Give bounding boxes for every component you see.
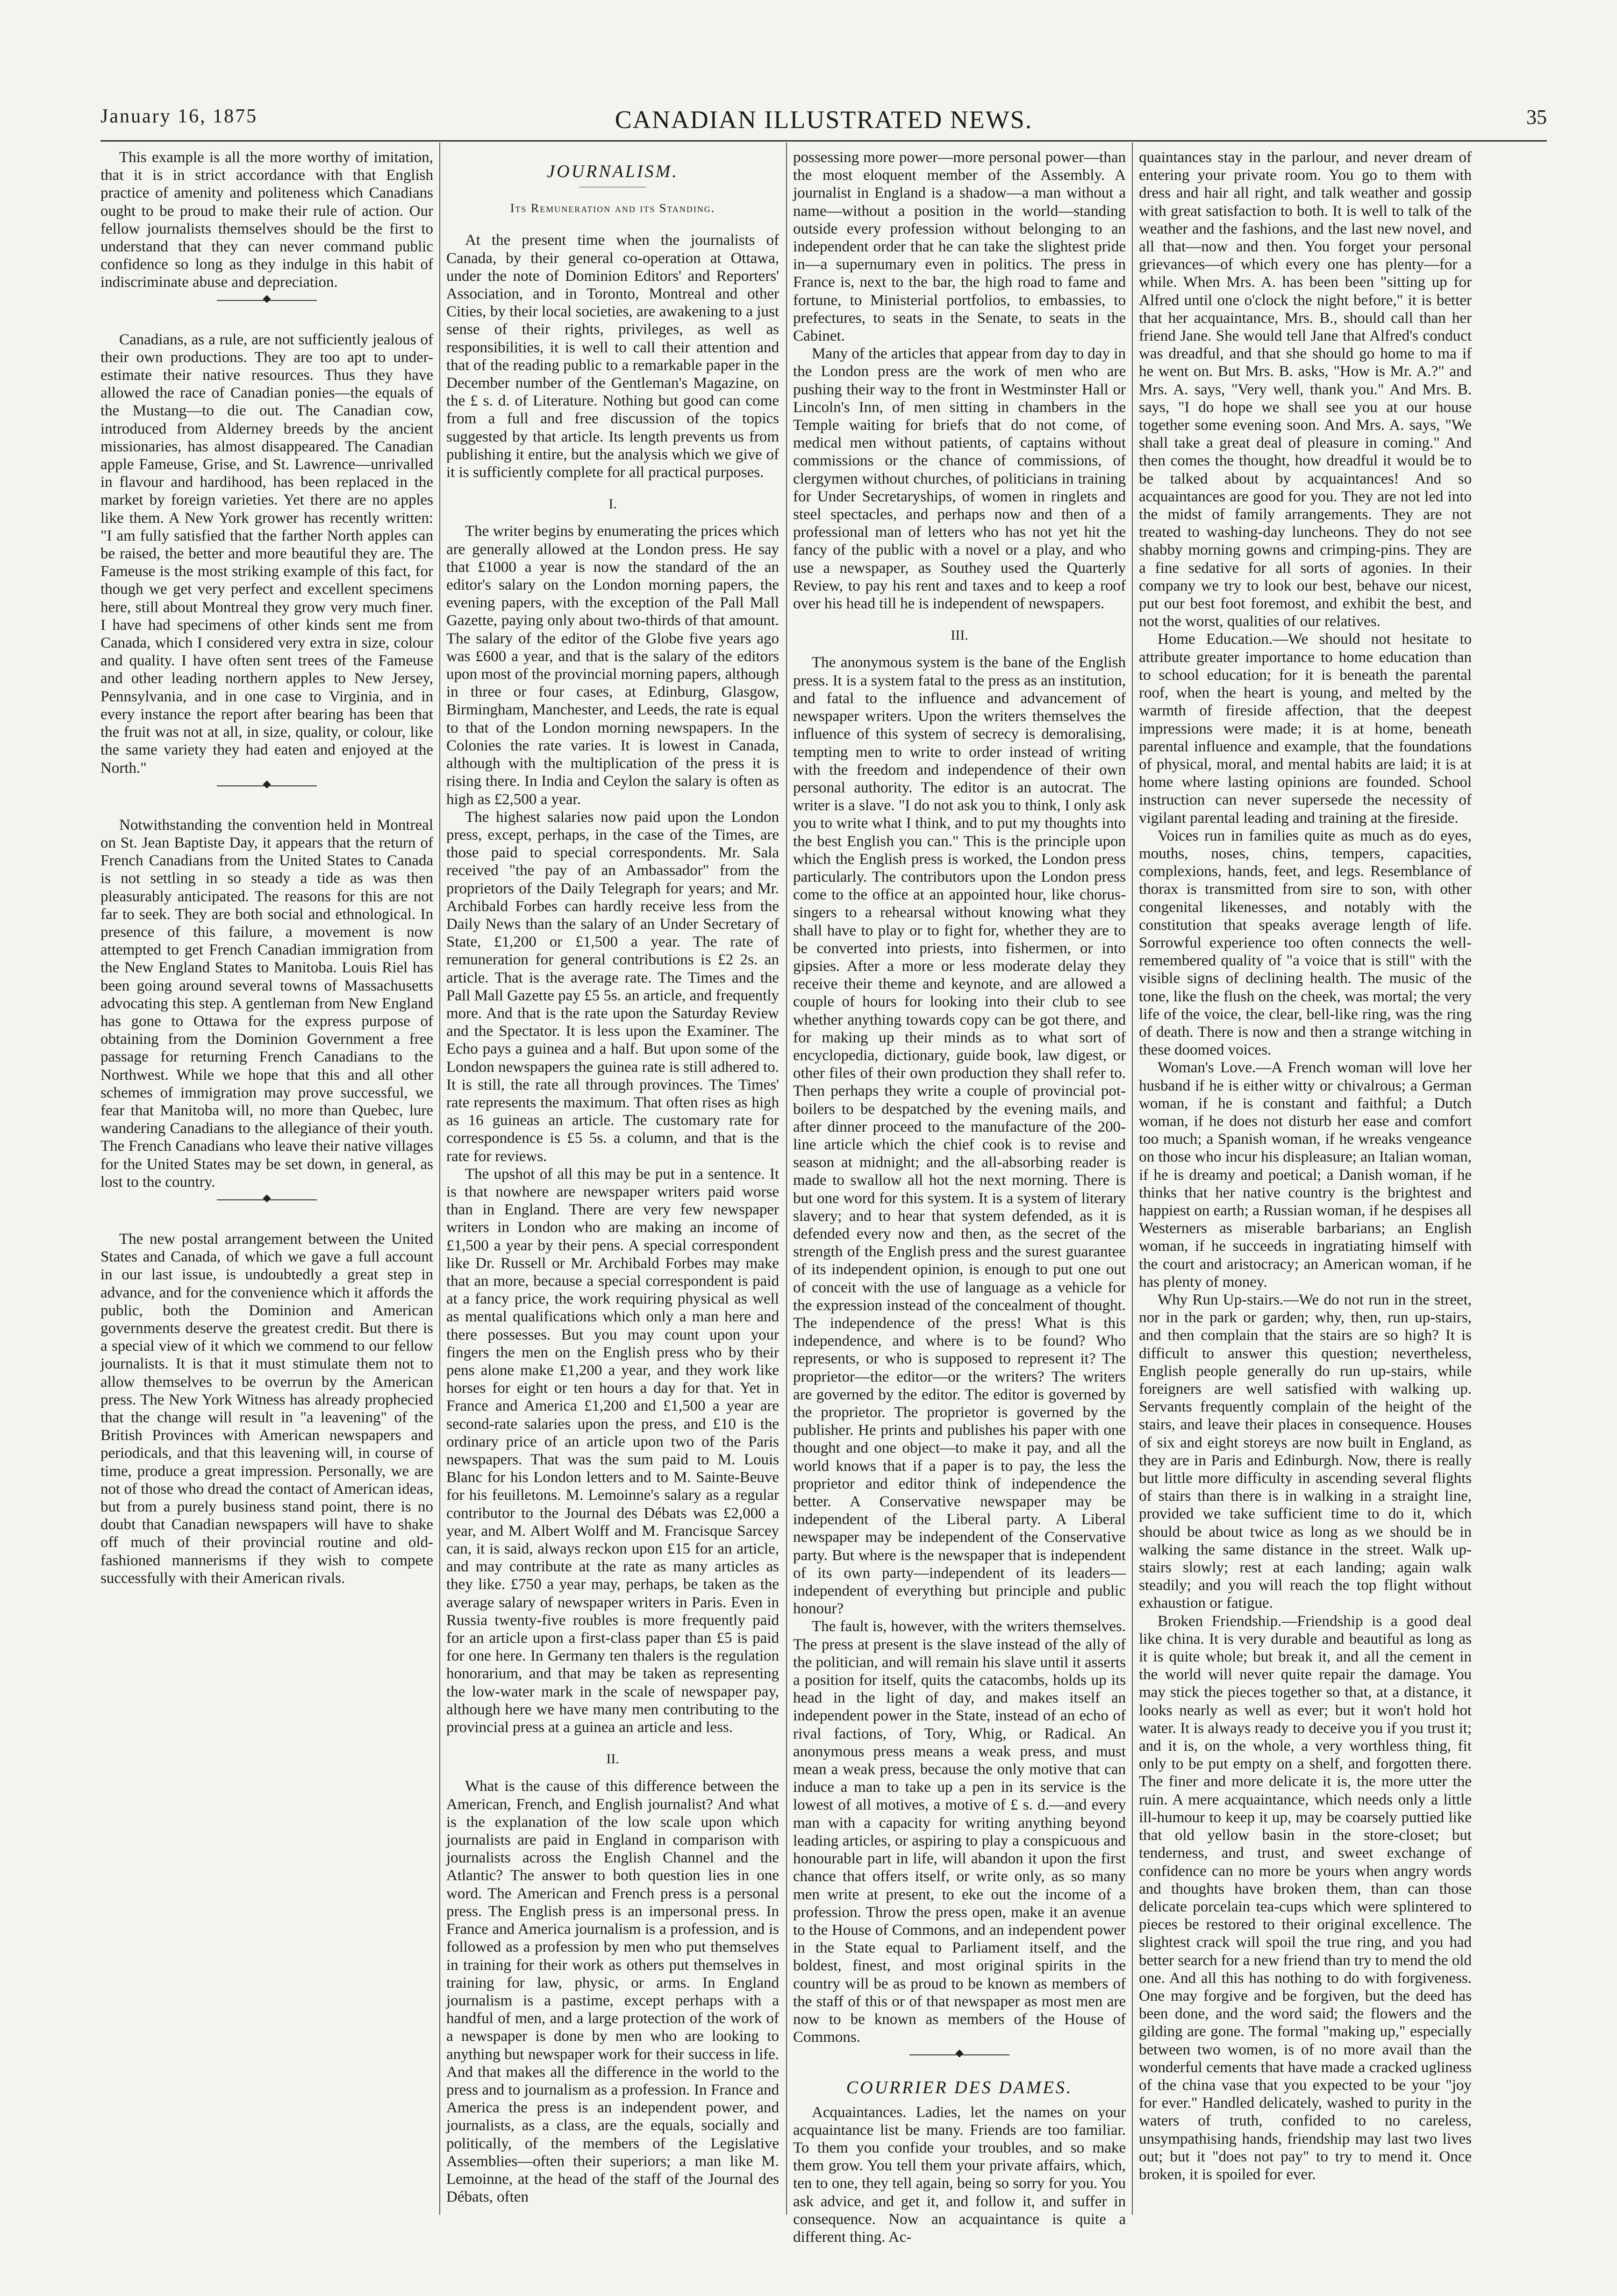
column-rule [439, 143, 440, 2215]
section-ornament [100, 292, 433, 310]
paragraph: Acquaintances. Ladies, let the names on your acquaintance list be many. Friends are too familiar. To them you confide your troubles, and so make them grow. You tell them your private affairs, which, ten to one, they tell again, being so sorry for you. You ask advice, and get it, and follow it, and suffer in consequence. Now an acquaintance is quite a different thing. Ac- [793, 2103, 1126, 2246]
article-title: COURRIER DES DAMES. [846, 2078, 1073, 2098]
column-4 [1139, 149, 1472, 2214]
page-number: 35 [1526, 106, 1547, 128]
section-ornament [100, 777, 433, 796]
header-rule [100, 140, 1547, 142]
column-2 [446, 149, 779, 2214]
masthead-title: CANADIAN ILLUSTRATED NEWS. [615, 106, 1033, 134]
paragraph: What is the cause of this difference between the American, French, and English journalist? And what is the explanation of the low scale upon which journalists are paid in England in comparison with journalists across the English Channel and the Atlantic? The answer to both question lies in one word. The American and French press is a personal press. The English press is an impersonal press. In France and America journalism is a profession, and is followed as a profession by men who put themselves in training for their work as others put themselves in training for law, physic, or arms. In England journalism is a pastime, except perhaps with a handful of men, and a large protection of the work of a newspaper is done by men who are looking to anything but newspaper work for their success in life. And that makes all the difference in the world to the press and to journalism as a profession. In France and America the press is an independent power, and journalists, as a class, are the equals, socially and politically, of the members of the Legislative Assemblies—often their superiors; a man like M. Lemoinne, at the head of the staff of the Journal des Débats, often [446, 1778, 779, 2206]
section-numeral: II. [606, 1751, 619, 1767]
paragraph: The fault is, however, with the writers themselves. The press at present is the slave instead of the ally of the politician, and will remain his slave until it asserts a position for itself, quits the catacombs, holds up its head in the light of day, and makes itself an independent power in the State, instead of an echo of rival factions, of Tory, Whig, or Radical. An anonymous press means a weak press, and must mean a weak press, because the only motive that can induce a man to take up a pen in its service is the lowest of all motives, a motive of £ s. d.—and every man with a capacity for writing anything beyond leading articles, or aspiring to play a conspicuous and honourable part in life, will abandon it upon the first chance that offers itself, or write only, as so many men write at present, to eke out the income of a profession. Throw the press open, make it an avenue to the House of Commons, and an independent power in the State equal to Parliament itself, and the boldest, finest, and most original spirits in the country will be as proud to be known as members of the staff of this or of that newspaper as most men are now to be known as members of the House of Commons. [793, 1618, 1126, 2046]
paragraph: Woman's Love.—A French woman will love her husband if he is either witty or chivalrous; a German woman, if he is constant and faithful; a Dutch woman, if he does not disturb her ease and comfort too much; a Spanish woman, if he wreaks vengeance on those who incur his displeasure; an Italian woman, if he is dreamy and poetical; a Danish woman, if he thinks that her native country is the brightest and happiest on earth; a Russian woman, if he despises all Westerners as miserable barbarians; an English woman, if he succeeds in ingratiating himself with the court and aristocracy; an American woman, if he has plenty of money. [1139, 1059, 1472, 1291]
section-ornament [100, 1191, 433, 1210]
column-rule [1132, 143, 1133, 2215]
column-rule [786, 143, 787, 2215]
section-ornament [793, 2046, 1126, 2065]
paragraph: The writer begins by enumerating the prices which are generally allowed at the London press. He say that £1000 a year is now the standard of the an editor's salary on the London morning papers, the evening papers, with the exception of the Pall Mall Gazette, paying only about two-thirds of that amount. The salary of the editor of the Globe five years ago was £600 a year, and that is the salary of the editors upon most of the provincial morning papers, although in three or four cases, at Edinburg, Glasgow, Birmingham, Manchester, and Leeds, the rate is equal to that of the London morning newspapers. In the Colonies the rate varies. It is lowest in Canada, although with the multiplication of the press it is rising there. In India and Ceylon the salary is often as high as £2,500 a year. [446, 523, 779, 808]
paragraph: Notwithstanding the convention held in Montreal on St. Jean Baptiste Day, it appears that the return of French Canadians from the United States to Canada is not settling in so steady a tide as was then pleasurably anticipated. The reasons for this are not far to seek. They are both social and ethnological. In presence of this failure, a movement is now attempted to get French Canadian immigration from the New England States to Manitoba. Louis Riel has been going around several towns of Massachusetts advocating this step. A gentleman from New England has gone to Ottawa for the express purpose of obtaining from the Dominion Government a free passage for returning French Canadians to the Northwest. While we hope that this and all other schemes of immigration may prove successful, we fear that Manitoba will, no more than Quebec, lure wandering Canadians to the allegiance of their youth. The French Canadians who leave their native villages for the United States may be set down, in general, as lost to the country. [100, 816, 433, 1191]
paragraph: Canadians, as a rule, are not sufficiently jealous of their own productions. They are too apt to under-estimate their native resources. Thus they have allowed the race of Canadian ponies—the equals of the Mustang—to die out. The Canadian cow, introduced from Alderney breeds by the ancient missionaries, has almost disappeared. The Canadian apple Fameuse, Grise, and St. Lawrence—unrivalled in flavour and hardihood, has been replaced in the market by foreign varieties. Yet there are no apples like them. A New York grower has recently written: "I am fully satisfied that the farther North apples can be raised, the better and more beautiful they are. The Fameuse is the most striking example of this fact, for though we get very perfect and excellent specimens here, still about Montreal they grow very much finer. I have had specimens of other kinds sent me from Canada, which I considered very extra in size, colour and quality. I have often sent trees of the Fameuse and other leading northern apples to New Jersey, Pennsylvania, and in one case to Virginia, and in every instance the report after bearing has been that the fruit was not at all, in size, quality, or colour, like the same variety they had eaten and enjoyed at the North." [100, 331, 433, 777]
page-header [100, 105, 1547, 133]
paragraph: Home Education.—We should not hesitate to attribute greater importance to home education than to school education; for it is beneath the parental roof, when the heart is young, and melted by the warmth of fireside affection, that the deepest impressions were made; it is at home, beneath parental influence and example, that the foundations of physical, moral, and mental habits are laid; it is at home where lasting opinions are founded. School instruction can never supersede the necessity of vigilant parental leading and training at the fireside. [1139, 631, 1472, 827]
column-1 [100, 149, 433, 2214]
paragraph: The new postal arrangement between the United States and Canada, of which we gave a full account in our last issue, is undoubtedly a great step in advance, and for the convenience which it affords the public, both the Dominion and American governments deserve the greatest credit. But there is a special view of it which we commend to our fellow journalists. It is that it must stimulate them not to allow themselves to be overrun by the American press. The New York Witness has already prophecied that the change will result in "a leavening" of the British Provinces with American newspapers and periodicals, and that this leavening will, in course of time, produce a great impression. Personally, we are not of those who dread the contact of American ideas, but from a purely business stand point, there is no doubt that Canadian newspapers will have to shake off much of their provincial routine and old-fashioned mannerisms if they wish to compete successfully with their American rivals. [100, 1230, 433, 1587]
paragraph: possessing more power—more personal power—than the most eloquent member of the Assembly. A journalist in England is a shadow—a man without a name—without a position in the world—standing outside every profession without belonging to an independent order that he can take the slightest pride in—a supernumary even in politics. The press in France is, next to the bar, the high road to fame and fortune, to Ministerial portfolios, to embassies, to prefectures, to seats in the Senate, to seats in the Cabinet. [793, 149, 1126, 345]
article-subtitle: Its Remuneration and its Standing. [510, 201, 715, 215]
section-numeral: I. [608, 496, 617, 512]
paragraph: The upshot of all this may be put in a sentence. It is that nowhere are newspaper writers paid worse than in England. There are very few newspaper writers in London who are making an income of £1,500 a year by their pens. A special correspondent like Dr. Russell or Mr. Archibald Forbes may make that an more, because a special correspondent is paid at a fancy price, the work requiring physical as well as mental qualifications which only a man here and there possesses. But you may count upon your fingers the men on the English press who by their pens alone make £1,200 a year, and they work like horses for eight or ten hours a day for that. Yet in France and America £1,200 and £1,500 a year are second-rate salaries upon the press, and £10 is the ordinary price of an article upon two of the Paris newspapers. That was the sum paid to M. Louis Blanc for his London letters and to M. Sainte-Beuve for his feuilletons. M. Lemoinne's salary as a regular contributor to the Journal des Débats was £2,000 a year, and M. Albert Wolff and M. Francisque Sarcey can, it is said, always reckon upon £15 for an article, and may contribute at the rate as many articles as they like. £750 a year may, perhaps, be taken as the average salary of newspaper writers in Paris. Even in Russia twenty-five roubles is more frequently paid for an article upon a first-class paper than £5 is paid for one here. In Germany ten thalers is the regulation honorarium, and that may be taken as representing the low-water mark in the scale of newspaper pay, although here we have many men contributing to the provincial press at a guinea an article and less. [446, 1165, 779, 1736]
paragraph: Voices run in families quite as much as do eyes, mouths, noses, chins, tempers, capacities, complexions, hands, feet, and legs. Resemblance of thorax is transmitted from sire to son, with other congenital likenesses, and notably with the constitution that speaks average length of life. Sorrowful experience too often connects the well-remembered quality of "a voice that is still" with the visible signs of declining health. The music of the tone, like the flush on the cheek, was mortal; the very life of the voice, the clear, bell-like ring, was the ring of death. There is now and then a strange witching in these doomed voices. [1139, 827, 1472, 1059]
column-3 [793, 149, 1126, 2246]
paragraph: quaintances stay in the parlour, and never dream of entering your private room. You go to them with dress and hair all right, and talk weather and gossip with great satisfaction to both. It is well to talk of the weather and the fashions, and the last new novel, and all that—now and then. You forget your personal grievances—of which every one has plenty—for a while. When Mrs. A. has been been "sitting up for Alfred until one o'clock the night before," it is better that her acquaintance, Mrs. B., should call than her friend Jane. She would tell Jane that Alfred's conduct was dreadful, and that she should go home to ma if he went on. But Mrs. B. asks, "How is Mr. A.?" and Mrs. A. says, "Very well, thank you." And Mrs. B. says, "I do hope we shall see you at our house together some evening soon. And Mrs. A. says, "We shall take a great deal of pleasure in coming." And then comes the thought, how dreadful it would be to be talked about by acquaintances! And so acquaintances are good for you. They are not led into the midst of family arrangements. They are not treated to washing-day luncheons. They do not see shabby morning gowns and crimping-pins. They are a fine sedative for all sorts of agonies. In their company we try to look our best, behave our nicest, put our best foot foremost, and exhibit the best, and not the worst, qualities of our relatives. [1139, 149, 1472, 630]
issue-date: January 16, 1875 [100, 106, 258, 127]
article-title: JOURNALISM. [547, 162, 679, 181]
section-numeral: III. [951, 627, 968, 643]
paragraph: Why Run Up-stairs.—We do not run in the street, nor in the park or garden; why, then, run up-stairs, and then complain that the stairs are so high? It is difficult to answer this question; nevertheless, English people generally do run up-stairs, while foreigners are well satisfied with walking up. Servants frequently complain of the height of the stairs, and leave their places in consequence. Houses of six and eight storeys are now built in England, as they are in Paris and Edinburgh. Now, there is really but little more difficulty in ascending several flights of stairs than there is in walking in a straight line, provided we take sufficient time to do it, which should be about twice as long as we should be in walking the same distance in the street. Walk up-stairs slowly; rest at each landing; again walk steadily; and you will reach the top flight without exhaustion or fatigue. [1139, 1291, 1472, 1612]
paragraph: This example is all the more worthy of imitation, that it is in strict accordance with that English practice of amenity and politeness which Canadians ought to be proud to make their rule of action. Our fellow journalists themselves should be the first to understand that they can never command public confidence so long as they indulge in this habit of indiscriminate abuse and depreciation. [100, 149, 433, 291]
paragraph: At the present time when the journalists of Canada, by their general co-operation at Ottawa, under the note of Dominion Editors' and Reporters' Association, and in Toronto, Montreal and other Cities, by their local societies, are awakening to a just sense of their rights, privileges, as well as responsibilities, it is well to call their attention and that of the reading public to a remarkable paper in the December number of the Gentleman's Magazine, on the £ s. d. of Literature. Nothing but good can come from a full and free discussion of the topics suggested by that article. Its length prevents us from publishing it entire, but the analysis which we give of it is sufficiently complete for all practical purposes. [446, 232, 779, 481]
paragraph: The anonymous system is the bane of the English press. It is a system fatal to the press as an institution, and fatal to the influence and advancement of newspaper writers. Upon the writers themselves the influence of this system of secrecy is demoralising, tempting men to write to order instead of writing with the freedom and independence of their own personal authority. The editor is an autocrat. The writer is a slave. "I do not ask you to think, I only ask you to write what I think, and to put my thoughts into the best English you can." This is the principle upon which the English press is worked, the London press particularly. The contributors upon the London press come to the office at an appointed hour, like chorus-singers to a rehearsal without knowing what they shall have to play or to fight for, whether they are to be converted into priests, into fishermen, or into gipsies. After a more or less moderate delay they receive their theme and keynote, and are allowed a couple of hours for looking into their club to see whether anything towards copy can be got there, and for making up their minds as to what sort of encyclopedia, dictionary, guide book, law digest, or other files of their own production they shall refer to. Then perhaps they write a couple of provincial pot-boilers to be despatched by the evening mails, and after dinner proceed to the manufacture of the 200-line article which the chief cook is to revise and season at midnight; and the all-absorbing reader is made to swallow all hot the next morning. There is but one word for this system. It is a system of literary slavery; and to hear that system defended, as it is defended every now and then, as the secret of the strength of the English press and the surest guarantee of its independent opinion, is enough to put one out of conceit with the use of language as a vehicle for the expression instead of the concealment of thought. The independence of the press! What is this independence, and where is to be found? Who represents, or who is supposed to represent it? The proprietor—the editor—or the writers? The writers are governed by the editor. The editor is governed by the proprietor. The proprietor is governed by the publisher. He prints and publishes his paper with one thought and one object—to make it pay, and all the world knows that if a paper is to pay, the less the proprietor and editor think of independence the better. A Conservative newspaper may be independent of the Liberal party. A Liberal newspaper may be independent of the Conservative party. But where is the newspaper that is independent of its own party—independent of its leaders—independent of everything but principle and public honour? [793, 654, 1126, 1618]
paragraph: Broken Friendship.—Friendship is a good deal like china. It is very durable and beautiful as long as it is quite whole; but break it, and all the cement in the world will never quite repair the damage. You may stick the pieces together so that, at a distance, it looks nearly as well as ever; but it won't hold hot water. It is always ready to deceive you if you trust it; and it is, on the whole, a very worthless thing, fit only to be put empty on a shelf, and forgotten there. The finer and more delicate it is, the more utter the ruin. A mere acquaintance, which needs only a little ill-humour to keep it up, may be coarsely puttied like that old yellow basin in the store-closet; but tenderness, and trust, and sweet exchange of confidence can no more be yours when angry words and thoughts have broken them, than can those delicate porcelain tea-cups which were splintered to pieces be restored to their original excellence. The slightest crack will spoil the true ring, and you had better search for a new friend than try to mend the old one. And all this has nothing to do with forgiveness. One may forgive and be forgiven, but the deed has been done, and the word said; the flowers and the gilding are gone. The formal "making up," especially between two women, is of no more avail than the wonderful cements that have made a cracked ugliness of the china vase that you expected to be your "joy for ever." Handled delicately, washed to purity in the waters of truth, confided to no careless, unsympathising hands, friendship may last two lives out; but it "does not pay" to try to mend it. Once broken, it is spoiled for ever. [1139, 1612, 1472, 2183]
paragraph: The highest salaries now paid upon the London press, except, perhaps, in the case of the Times, are those paid to special correspondents. Mr. Sala received "the pay of an Ambassador" from the proprietors of the Daily Telegraph for years; and Mr. Archibald Forbes can hardly receive less from the Daily News than the salary of an Under Secretary of State, £1,200 or £1,500 a year. The rate of remuneration for general contributions is £2 2s. an article. That is the average rate. The Times and the Pall Mall Gazette pay £5 5s. an article, and frequently more. And that is the rate upon the Saturday Review and the Spectator. It is less upon the Examiner. The Echo pays a guinea and a half. But upon some of the London newspapers the guinea rate is still adhered to. It is still, the rate all through provinces. The Times' rate represents the maximum. That often rises as high as 16 guineas an article. The customary rate for correspondence is £5 5s. a column, and that is the rate for reviews. [446, 808, 779, 1165]
paragraph: Many of the articles that appear from day to day in the London press are the work of men who are pushing their way to the front in Westminster Hall or Lincoln's Inn, of men sitting in chambers in the Temple waiting for briefs that do not come, of medical men without patients, of captains without commissions or the chance of commissions, of clergymen without churches, of politicians in training for Under Secretaryships, of women in ringlets and steel spectacles, and perhaps now and then of a professional man of letters who has not yet hit the fancy of the public with a novel or a play, and who use a newspaper, as Southey used the Quarterly Review, to pay his rent and taxes and to keep a roof over his head till he is independent of newspapers. [793, 345, 1126, 613]
